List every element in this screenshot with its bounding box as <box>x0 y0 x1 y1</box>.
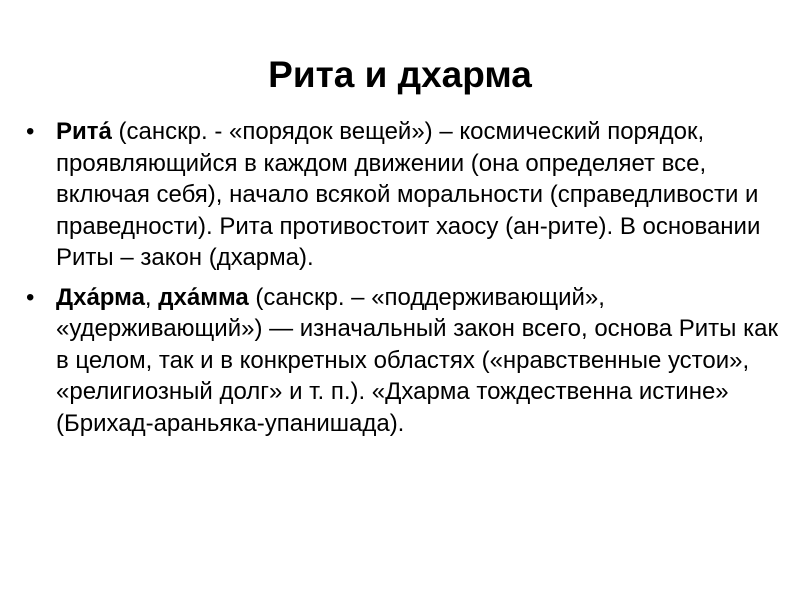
bullet-item-dharma <box>20 282 782 440</box>
slide-title: Рита и дхарма <box>268 54 532 95</box>
definition-rita: (санскр. - «порядок вещей») – космический порядок, проявляющийся в каждом движении (она определяет все, включая себя), начало всякой моральности (справедливости и праведности). Рита противостоит хаосу (ан-рите). В основании Риты – закон (дхарма). <box>56 118 761 271</box>
term-dhamma: дха́мма <box>158 283 249 311</box>
bullet-item-rita <box>20 116 782 274</box>
definition-dharma: (санскр. – «поддерживающий», «удерживающий») — изначальный закон всего, основа Риты как в целом, так и в конкретных областях («нравственные устои», «религиозный долг» и т. п.). «Дхарма тождественна истине» (Брихад-араньяка-упанишада). <box>56 283 778 437</box>
term-rita: Рита́ <box>56 118 112 145</box>
term-dharma: Дха́рма <box>56 283 145 311</box>
term-separator: , <box>144 283 159 311</box>
bullet-icon: • <box>26 118 35 145</box>
bullet-list <box>20 116 782 447</box>
bullet-icon: • <box>26 283 35 311</box>
